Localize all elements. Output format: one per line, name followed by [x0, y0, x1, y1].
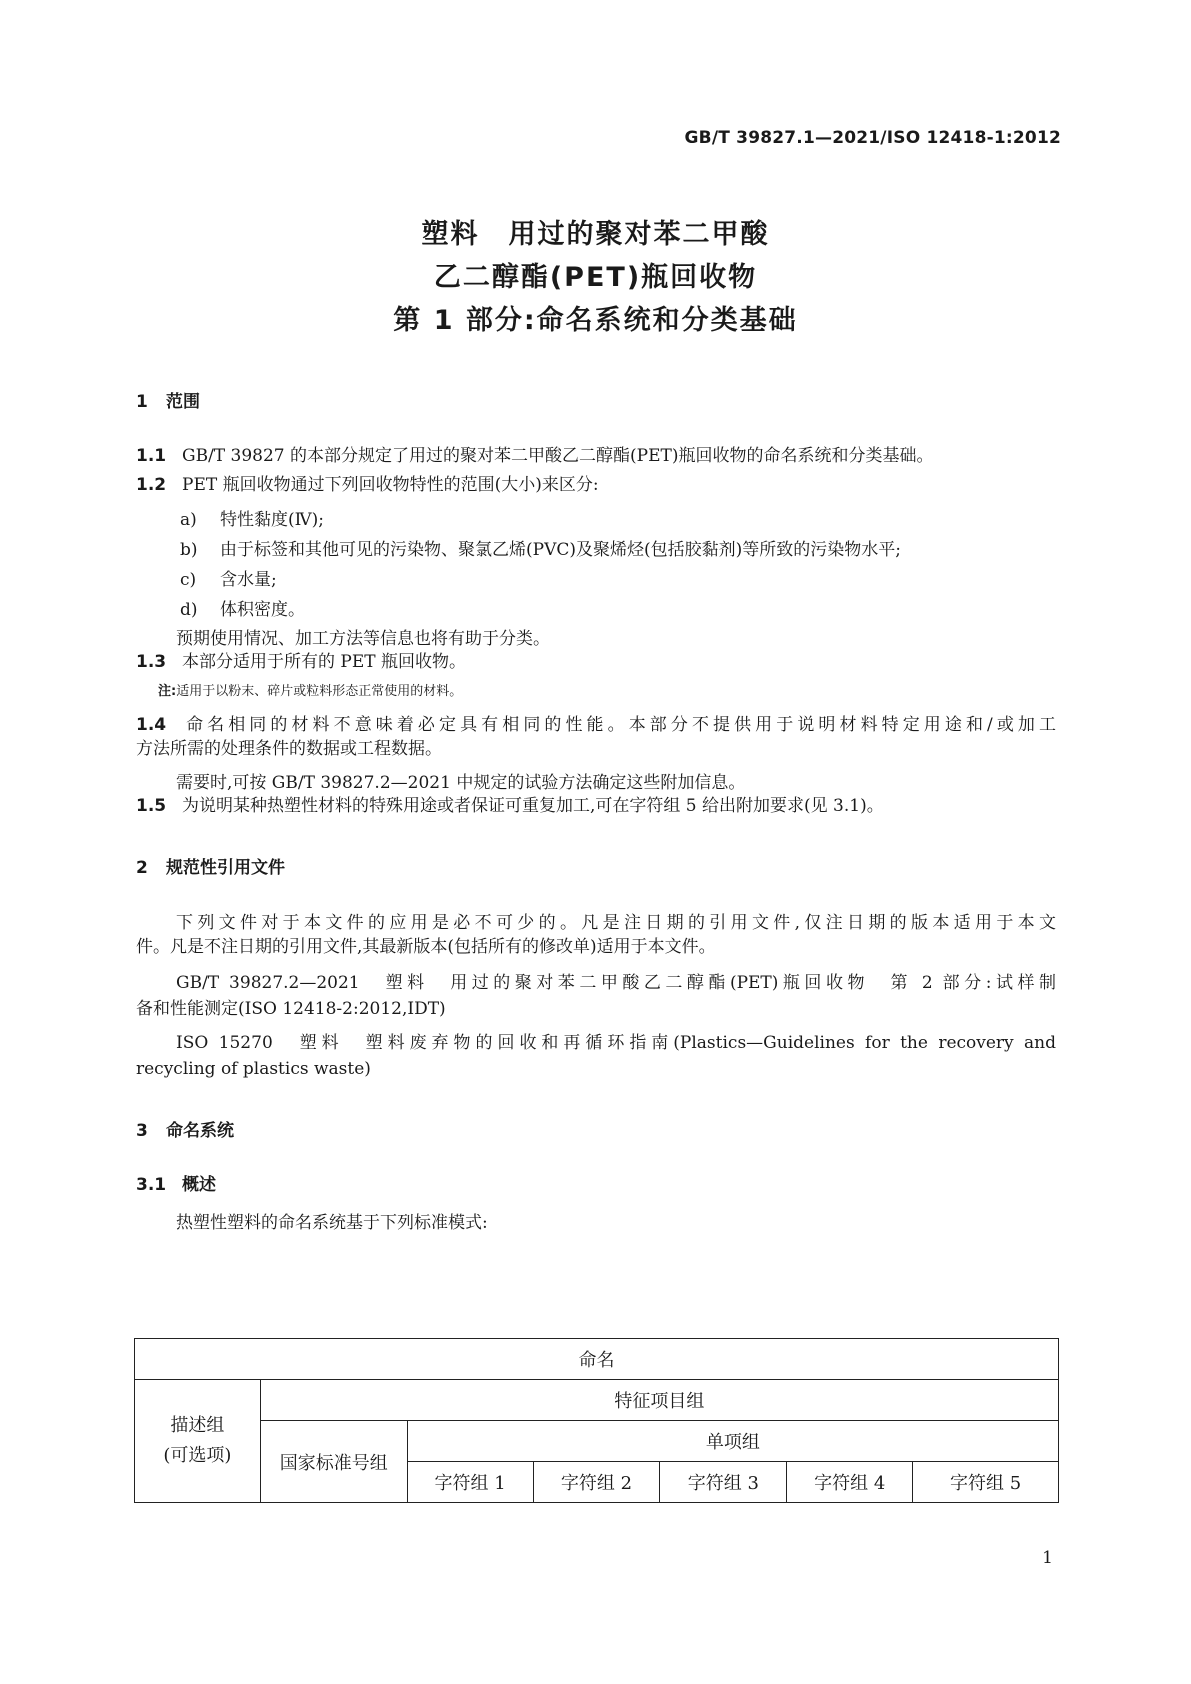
sec2-intro-line-1: 下列文件对于本文件的应用是必不可少的。凡是注日期的引用文件,仅注日期的版本适用于本文 — [176, 913, 1056, 933]
list-item-text: 特性黏度(Ⅳ); — [220, 510, 324, 530]
list-item-tag: c) — [180, 570, 197, 590]
list-item — [180, 565, 277, 590]
note-text: 适用于以粉末、碎片或粒料形态正常使用的材料。 — [176, 684, 463, 699]
clause-number: 1.5 — [136, 796, 167, 816]
subsection-3-1-heading — [136, 1170, 216, 1195]
page-number: 1 — [1042, 1548, 1053, 1568]
description-group-optional: (可选项) — [163, 1445, 232, 1466]
list-item — [180, 505, 324, 530]
list-item-tag: a) — [180, 510, 197, 530]
list-item-tag: b) — [180, 540, 198, 560]
clause-1-2-extra: 预期使用情况、加工方法等信息也将有助于分类。 — [176, 629, 550, 649]
subsection-number: 3.1 — [136, 1175, 167, 1195]
clause-text: 为说明某种热塑性材料的特殊用途或者保证可重复加工,可在字符组 5 给出附加要求(见 3.1)。 — [182, 796, 884, 816]
clause-text: PET 瓶回收物通过下列回收物特性的范围(大小)来区分: — [182, 475, 599, 495]
note — [158, 680, 462, 699]
char-group-cell: 字符组 5 — [913, 1462, 1059, 1503]
sec3-intro: 热塑性塑料的命名系统基于下列标准模式: — [176, 1213, 488, 1233]
clause-1-1 — [136, 440, 1056, 472]
table-row — [135, 1380, 1059, 1421]
clause-number: 1.4 — [136, 715, 167, 735]
feature-group-cell: 特征项目组 — [260, 1380, 1058, 1421]
standard-code: GB/T 39827.1—2021/ISO 12418-1:2012 — [684, 128, 1061, 148]
section-3-heading — [136, 1116, 234, 1141]
clause-1-4-extra: 需要时,可按 GB/T 39827.2—2021 中规定的试验方法确定这些附加信息。 — [176, 773, 746, 793]
clause-text: 命名相同的材料不意味着必定具有相同的性能。本部分不提供用于说明材料特定用途和/或加工 — [182, 715, 1056, 735]
section-number: 2 — [136, 858, 148, 878]
section-title: 命名系统 — [166, 1121, 234, 1141]
clause-number: 1.2 — [136, 475, 167, 495]
list-item-text: 体积密度。 — [220, 600, 305, 620]
char-group-cell: 字符组 3 — [660, 1462, 787, 1503]
list-item-tag: d) — [180, 600, 198, 620]
section-number: 1 — [136, 392, 148, 412]
char-group-cell: 字符组 1 — [407, 1462, 533, 1503]
clause-number: 1.1 — [136, 446, 167, 466]
note-label: 注: — [158, 684, 177, 699]
naming-cell: 命名 — [135, 1339, 1059, 1380]
reference-2-line-2: recycling of plastics waste) — [136, 1059, 371, 1079]
clause-text: GB/T 39827 的本部分规定了用过的聚对苯二甲酸乙二醇酯(PET)瓶回收物的命名系统和分类基础。 — [182, 446, 934, 466]
section-number: 3 — [136, 1121, 148, 1141]
table-row — [135, 1339, 1059, 1380]
clause-1-3 — [136, 646, 1056, 678]
reference-1-line-1: GB/T 39827.2—2021 塑料 用过的聚对苯二甲酸乙二醇酯(PET)瓶回收物 第 2 部分:试样制 — [176, 973, 1056, 993]
title-line-3: 第 1 部分:命名系统和分类基础 — [393, 305, 798, 336]
national-standard-number-cell: 国家标准号组 — [260, 1421, 407, 1503]
list-item — [180, 595, 305, 620]
clause-1-4-line-2: 方法所需的处理条件的数据或工程数据。 — [136, 739, 442, 759]
naming-system-table — [134, 1338, 1059, 1503]
title-line-1: 塑料 用过的聚对苯二甲酸 — [421, 219, 770, 250]
reference-1-line-2: 备和性能测定(ISO 12418-2:2012,IDT) — [136, 999, 446, 1019]
list-item — [180, 535, 901, 560]
description-group-label: 描述组 — [170, 1415, 225, 1436]
section-2-heading — [136, 853, 285, 878]
sec2-intro-line-2: 件。凡是不注日期的引用文件,其最新版本(包括所有的修改单)适用于本文件。 — [136, 937, 716, 957]
list-item-text: 含水量; — [220, 570, 277, 590]
table-row — [135, 1421, 1059, 1462]
single-group-cell: 单项组 — [407, 1421, 1058, 1462]
clause-number: 1.3 — [136, 652, 167, 672]
subsection-title: 概述 — [182, 1175, 216, 1195]
section-title: 规范性引用文件 — [166, 858, 285, 878]
clause-1-4-line-1 — [136, 710, 1056, 735]
title-line-2: 乙二醇酯(PET)瓶回收物 — [433, 262, 758, 293]
char-group-cell: 字符组 2 — [533, 1462, 660, 1503]
char-group-cell: 字符组 4 — [787, 1462, 913, 1503]
clause-text: 本部分适用于所有的 PET 瓶回收物。 — [182, 652, 466, 672]
clause-1-5 — [136, 790, 1056, 822]
list-item-text: 由于标签和其他可见的污染物、聚氯乙烯(PVC)及聚烯烃(包括胶黏剂)等所致的污染物水平; — [220, 540, 901, 560]
clause-1-2 — [136, 469, 1056, 501]
section-title: 范围 — [166, 392, 200, 412]
description-group-cell — [135, 1380, 261, 1503]
section-1-heading — [136, 387, 200, 412]
reference-2-line-1: ISO 15270 塑料 塑料废弃物的回收和再循环指南(Plastics—Guidelines for the recovery and — [176, 1033, 1056, 1053]
